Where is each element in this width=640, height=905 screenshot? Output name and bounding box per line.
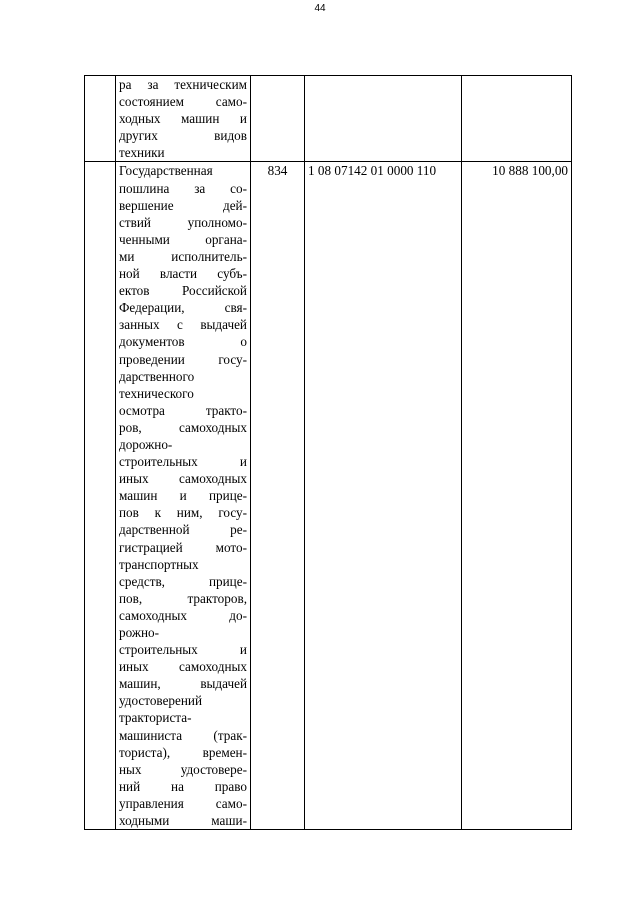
description-line: ектов Российской bbox=[119, 283, 247, 299]
description-line: пов, тракторов, bbox=[119, 590, 247, 606]
revenue-name-cell bbox=[116, 76, 251, 162]
description-line: дорожно- bbox=[119, 436, 173, 452]
description-line: иных самоходных bbox=[119, 471, 247, 487]
row-number-cell bbox=[85, 76, 116, 162]
description-line: ченными органа- bbox=[119, 231, 247, 247]
admin-code-cell: 834 bbox=[251, 162, 305, 830]
description-line: технического bbox=[119, 385, 194, 401]
description-line: управления само- bbox=[119, 795, 247, 811]
description-line: дарственного bbox=[119, 368, 195, 384]
revenue-name-cell bbox=[116, 162, 251, 830]
description-line: ствий уполномо- bbox=[119, 214, 247, 230]
description-line: Государственная bbox=[119, 163, 213, 179]
description-line: транспортных bbox=[119, 556, 199, 572]
description-line: ра за техническим bbox=[119, 77, 247, 92]
admin-code-cell bbox=[251, 76, 305, 162]
description-line: Федерации, свя- bbox=[119, 300, 247, 316]
budget-classification-code-cell: 1 08 07142 01 0000 110 bbox=[305, 162, 462, 830]
description-line: пошлина за со- bbox=[119, 180, 247, 196]
table-row bbox=[85, 76, 572, 162]
description-line: рожно- bbox=[119, 625, 160, 640]
description-line: удостоверений bbox=[119, 693, 203, 709]
description-line: вершение дей- bbox=[119, 197, 247, 213]
description-line: строительных и bbox=[119, 642, 247, 658]
table-row bbox=[85, 162, 572, 830]
description-line: пов к ним, госу- bbox=[119, 505, 247, 521]
description-line: ной власти субъ- bbox=[119, 266, 247, 282]
description-line: ториста), времен- bbox=[119, 744, 247, 760]
amount-cell bbox=[462, 76, 572, 162]
budget-revenue-table bbox=[84, 75, 572, 830]
description-line: техники bbox=[119, 145, 165, 161]
description-line: ных удостовере- bbox=[119, 761, 247, 777]
description-line: строительных и bbox=[119, 454, 247, 470]
description-line: гистрацией мото- bbox=[119, 539, 247, 555]
description-line: самоходных до- bbox=[119, 607, 247, 623]
description-line: других видов bbox=[119, 128, 247, 144]
description-line: машин, выдачей bbox=[119, 676, 247, 692]
row-number-cell bbox=[85, 162, 116, 830]
page-number: 44 bbox=[314, 3, 326, 14]
description-line: средств, прице- bbox=[119, 573, 247, 589]
description-line: машин и прице- bbox=[119, 488, 247, 504]
description-line: ходных машин и bbox=[119, 111, 247, 127]
description-line: ний на право bbox=[119, 778, 247, 794]
description-line: иных самоходных bbox=[119, 659, 247, 675]
description-line: документов о bbox=[119, 334, 247, 350]
description-line: состоянием само- bbox=[119, 94, 247, 110]
description-line: дарственной ре- bbox=[119, 522, 247, 538]
budget-classification-code-cell bbox=[305, 76, 462, 162]
description-line: машиниста (трак- bbox=[119, 727, 247, 743]
description-line: ми исполнитель- bbox=[119, 248, 247, 264]
description-line: проведении госу- bbox=[119, 351, 247, 367]
amount-cell: 10 888 100,00 bbox=[462, 162, 572, 830]
description-line: занных с выдачей bbox=[119, 317, 247, 333]
description-line: ходными маши- bbox=[119, 813, 247, 829]
description-line: осмотра тракто- bbox=[119, 402, 247, 418]
description-line: тракториста- bbox=[119, 710, 192, 726]
description-line: ров, самоходных bbox=[119, 419, 247, 435]
